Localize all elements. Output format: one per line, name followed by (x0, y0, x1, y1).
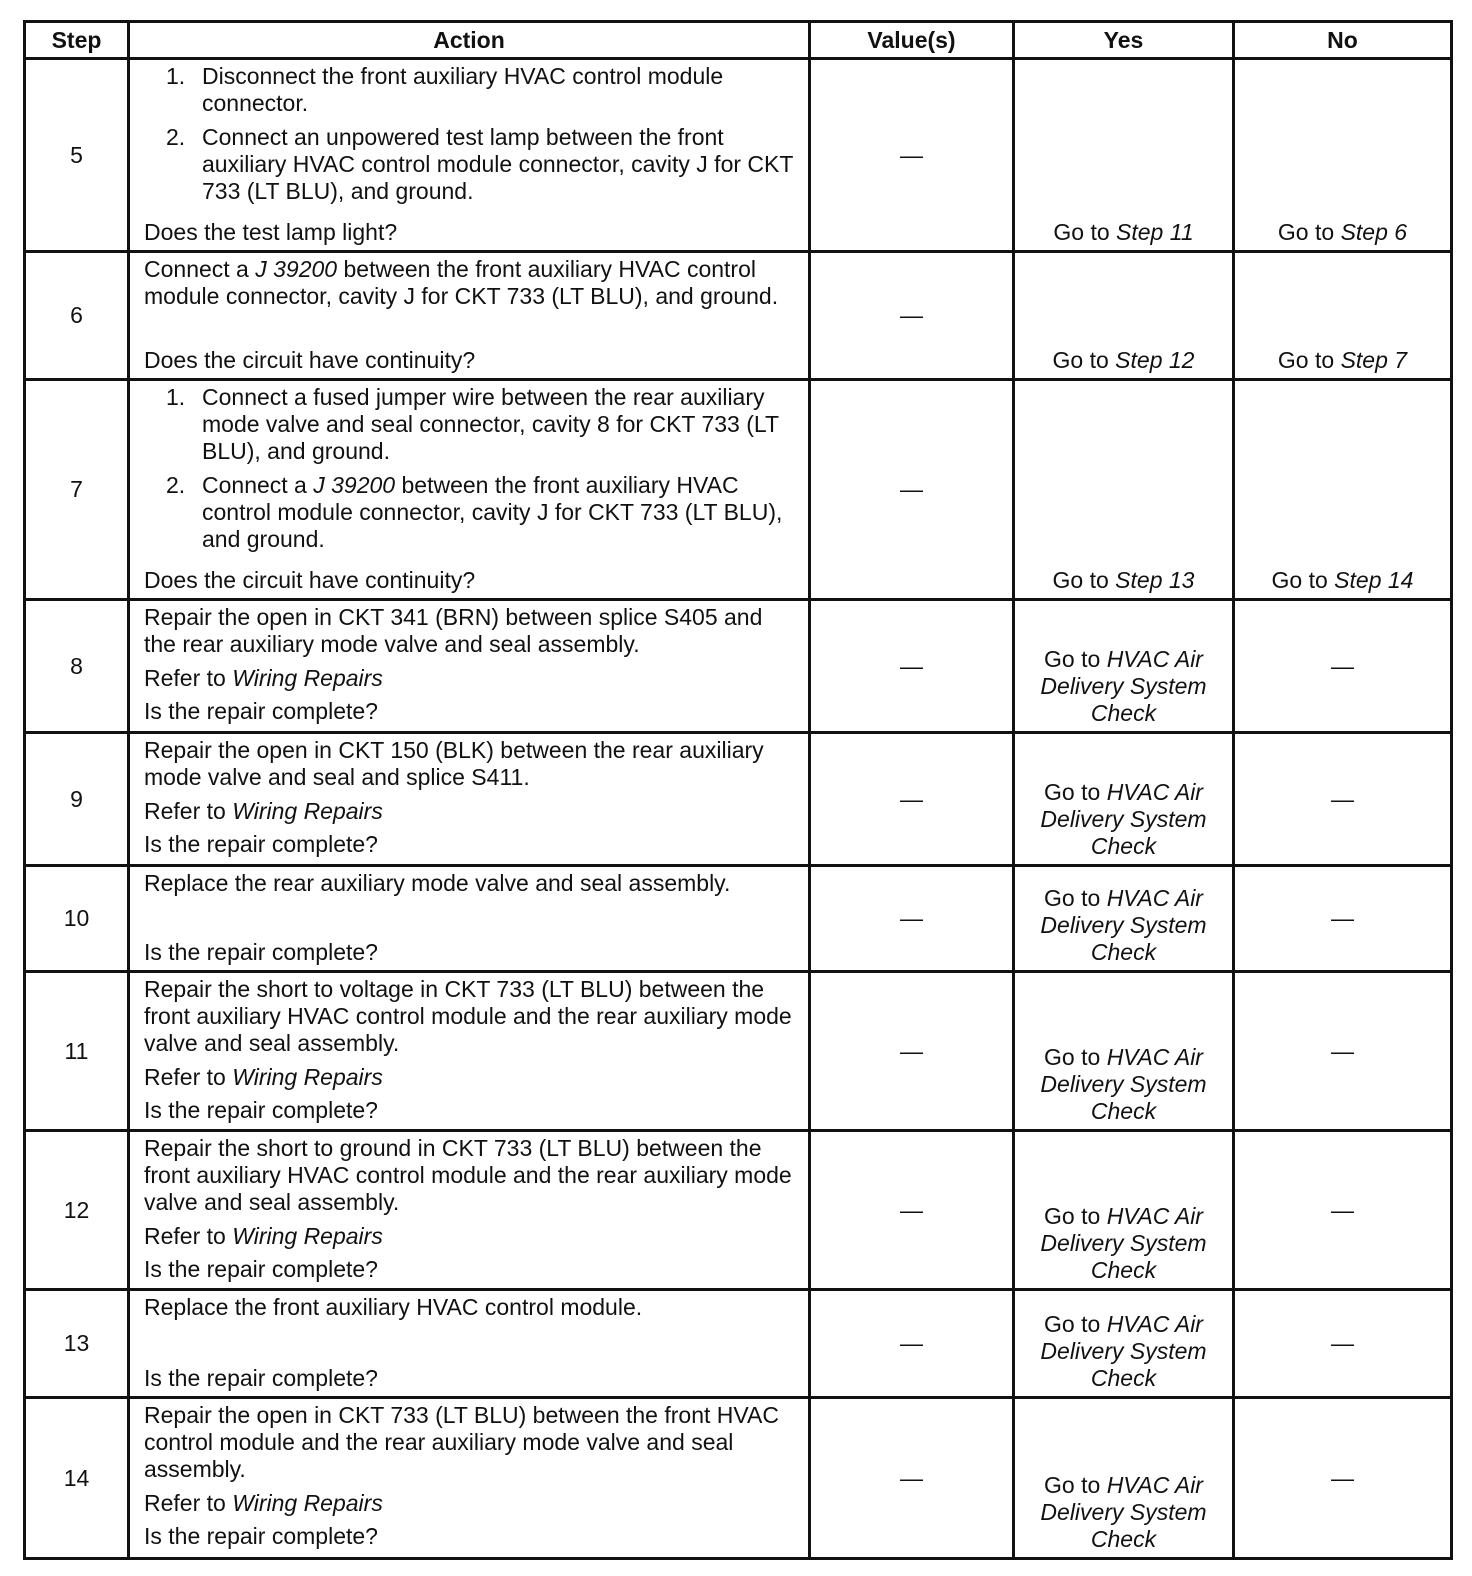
action-text: Repair the short to ground in CKT 733 (LT BLU) between the front auxiliary HVAC control module and the rear auxiliary mode valve and seal assembly. (144, 1135, 792, 1215)
table-row-step-7 (25, 380, 1452, 600)
value-cell: — (810, 1398, 1014, 1559)
action-cell (129, 600, 810, 733)
action-cell (129, 1131, 810, 1290)
no-cell: — (1234, 733, 1452, 866)
yes-cell: Go to HVAC Air Delivery System Check (1014, 972, 1234, 1131)
action-text: Replace the rear auxiliary mode valve and seal assembly. (144, 870, 731, 896)
no-cell: — (1234, 600, 1452, 733)
no-cell: — (1234, 972, 1452, 1131)
step-number: 13 (25, 1290, 129, 1398)
value-cell: — (810, 733, 1014, 866)
reference-text: Refer to Wiring Repairs (144, 798, 383, 824)
step-number: 5 (25, 59, 129, 252)
action-cell (129, 733, 810, 866)
action-cell (129, 1398, 810, 1559)
value-cell: — (810, 252, 1014, 380)
table-row-step-11 (25, 972, 1452, 1131)
no-cell: Go to Step 7 (1234, 252, 1452, 380)
question-text: Is the repair complete? (144, 1097, 378, 1123)
list-item: 1. Connect a fused jumper wire between the rear auxiliary mode valve and seal connector, cavity 8 for CKT 733 (LT BLU), and ground. (166, 384, 779, 464)
action-text: Repair the short to voltage in CKT 733 (LT BLU) between the front auxiliary HVAC control module and the rear auxiliary mode valve and seal assembly. (144, 976, 792, 1056)
header-values: Value(s) (810, 22, 1014, 59)
value-cell: — (810, 972, 1014, 1131)
yes-cell: Go to HVAC Air Delivery System Check (1014, 1398, 1234, 1559)
yes-cell: Go to Step 11 (1014, 59, 1234, 252)
header-row (25, 22, 1452, 59)
no-cell: — (1234, 866, 1452, 972)
table-row-step-9 (25, 733, 1452, 866)
yes-cell: Go to HVAC Air Delivery System Check (1014, 1290, 1234, 1398)
no-cell: — (1234, 1398, 1452, 1559)
yes-cell: Go to HVAC Air Delivery System Check (1014, 733, 1234, 866)
step-number: 9 (25, 733, 129, 866)
table-row-step-6 (25, 252, 1452, 380)
question-text: Is the repair complete? (144, 1365, 378, 1391)
step-number: 6 (25, 252, 129, 380)
action-cell (129, 972, 810, 1131)
table-row-step-14 (25, 1398, 1452, 1559)
step-number: 12 (25, 1131, 129, 1290)
step-number: 11 (25, 972, 129, 1131)
no-cell: — (1234, 1290, 1452, 1398)
reference-text: Refer to Wiring Repairs (144, 1064, 383, 1090)
action-text: Repair the open in CKT 341 (BRN) between splice S405 and the rear auxiliary mode valve and seal assembly. (144, 604, 763, 657)
value-cell: — (810, 59, 1014, 252)
step-number: 8 (25, 600, 129, 733)
list-item: 1. Disconnect the front auxiliary HVAC control module connector. (166, 63, 724, 116)
question-text: Does the test lamp light? (144, 219, 398, 245)
action-cell (129, 380, 810, 600)
yes-cell: Go to HVAC Air Delivery System Check (1014, 866, 1234, 972)
question-text: Does the circuit have continuity? (144, 567, 476, 593)
table-row-step-5 (25, 59, 1452, 252)
action-cell (129, 1290, 810, 1398)
yes-cell: Go to HVAC Air Delivery System Check (1014, 1131, 1234, 1290)
yes-cell: Go to Step 12 (1014, 252, 1234, 380)
action-text: Replace the front auxiliary HVAC control module. (144, 1294, 643, 1320)
yes-cell: Go to HVAC Air Delivery System Check (1014, 600, 1234, 733)
yes-cell: Go to Step 13 (1014, 380, 1234, 600)
action-text: Repair the open in CKT 733 (LT BLU) between the front HVAC control module and the rear auxiliary mode valve and seal assembly. (144, 1402, 779, 1482)
value-cell: — (810, 866, 1014, 972)
step-number: 10 (25, 866, 129, 972)
action-text: Repair the open in CKT 150 (BLK) between the rear auxiliary mode valve and seal and splice S411. (144, 737, 764, 790)
reference-text: Refer to Wiring Repairs (144, 1490, 383, 1516)
question-text: Is the repair complete? (144, 698, 378, 724)
action-text: Connect a J 39200 between the front auxiliary HVAC control module connector, cavity J for CKT 733 (LT BLU), and ground. (144, 256, 779, 309)
diagnostic-table (23, 20, 1453, 1560)
table-row-step-8 (25, 600, 1452, 733)
value-cell: — (810, 600, 1014, 733)
question-text: Does the circuit have continuity? (144, 347, 476, 373)
table-row-step-12 (25, 1131, 1452, 1290)
table-row-step-10 (25, 866, 1452, 972)
header-action: Action (129, 22, 810, 59)
value-cell: — (810, 1131, 1014, 1290)
list-item: 2. Connect an unpowered test lamp between the front auxiliary HVAC control module connector, cavity J for CKT 733 (LT BLU), and ground. (166, 124, 793, 204)
step-number: 14 (25, 1398, 129, 1559)
reference-text: Refer to Wiring Repairs (144, 1223, 383, 1249)
no-cell: — (1234, 1131, 1452, 1290)
question-text: Is the repair complete? (144, 939, 378, 965)
step-number: 7 (25, 380, 129, 600)
action-cell (129, 866, 810, 972)
header-no: No (1234, 22, 1452, 59)
question-text: Is the repair complete? (144, 831, 378, 857)
list-item: 2. Connect a J 39200 between the front auxiliary HVAC control module connector, cavity J for CKT 733 (LT BLU), and ground. (166, 472, 783, 552)
reference-text: Refer to Wiring Repairs (144, 665, 383, 691)
question-text: Is the repair complete? (144, 1256, 378, 1282)
no-cell: Go to Step 6 (1234, 59, 1452, 252)
no-cell: Go to Step 14 (1234, 380, 1452, 600)
action-cell (129, 252, 810, 380)
value-cell: — (810, 1290, 1014, 1398)
header-yes: Yes (1014, 22, 1234, 59)
value-cell: — (810, 380, 1014, 600)
header-step: Step (25, 22, 129, 59)
question-text: Is the repair complete? (144, 1523, 378, 1549)
action-cell (129, 59, 810, 252)
table-row-step-13 (25, 1290, 1452, 1398)
